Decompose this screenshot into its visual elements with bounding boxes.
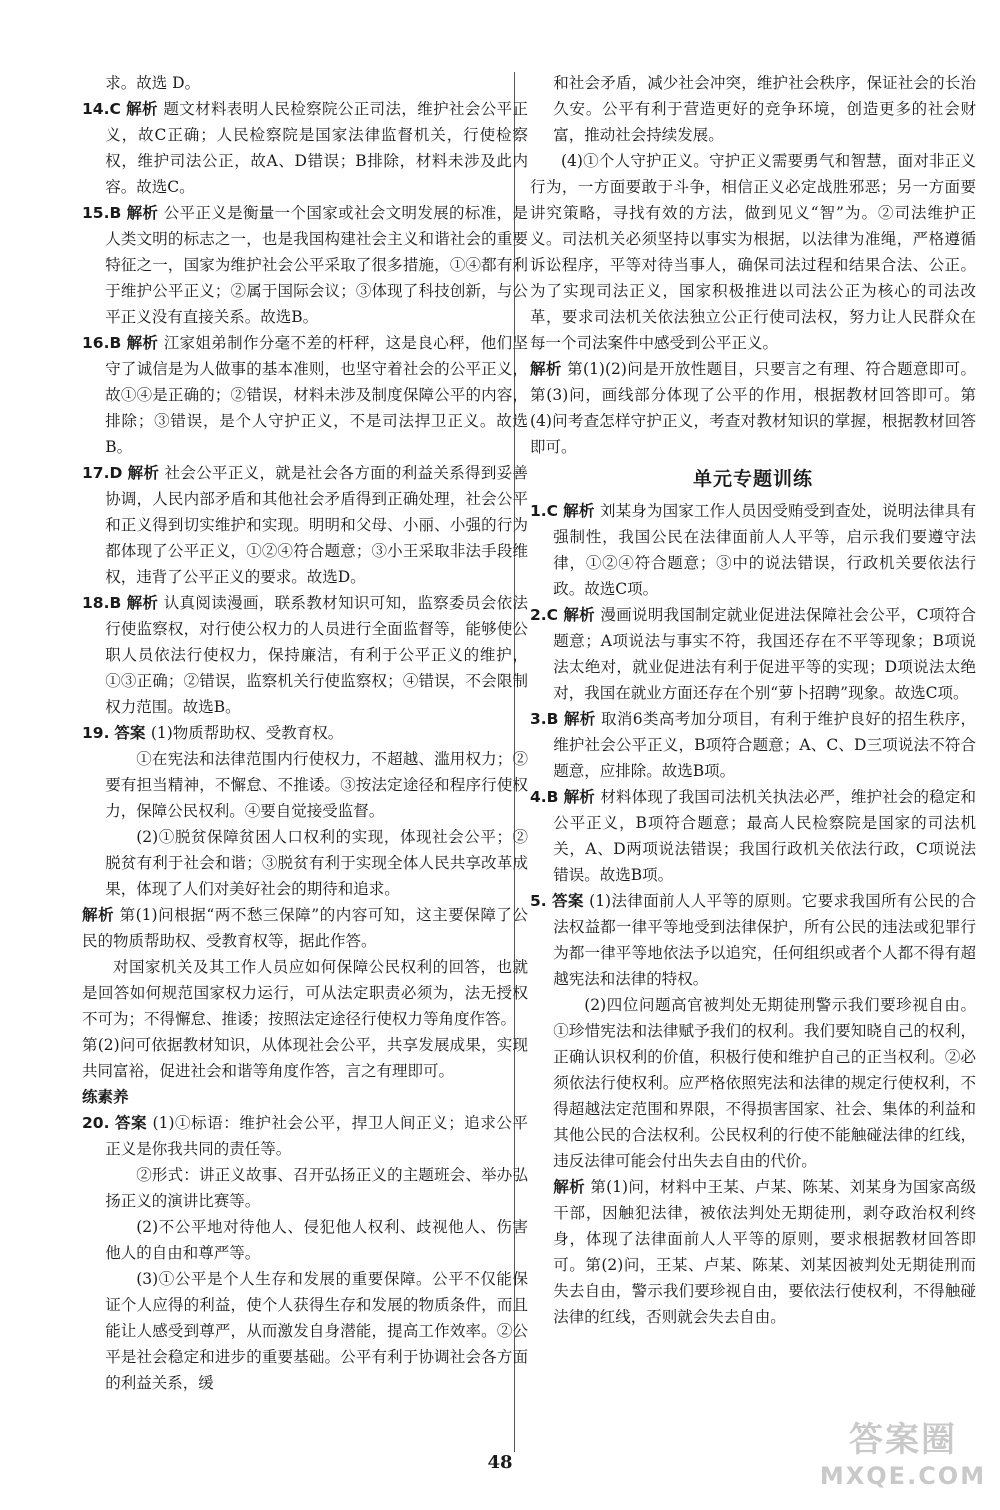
question-item [530,498,976,602]
question-text: 社会公平正义，就是社会各方面的利益关系得到妥善协调，人民内部矛盾和其他社会矛盾得到正确处理，社会公平和正义得到切实维护和实现。明明和父母、小丽、小强的行为都体现了公平正义，①②④符合题意；③小王采取非法手段维权，违背了公平正义的要求。故选D。 [105,464,528,586]
question-item [82,720,528,746]
answer-tag: 解析 [563,502,595,520]
question-item [82,200,528,330]
paragraph: (3)①公平是个人生存和发展的重要保障。公平不仅能保证个人应得的利益，使个人获得生存和发展的物质条件，而且能让人感受到尊严，从而激发自身潜能，提高工作效率。②公平是社会稳定和进步的重要基础。公平有利于协调社会各方面的利益关系，缓 [105,1270,528,1392]
watermark-logo [818,1412,988,1504]
question-number: 16.B [82,334,122,352]
answer-tag: 答案 [114,1114,148,1132]
question-text: 题文材料表明人民检察院公正司法，维护社会公平正义，故C正确；人民检察院是国家法律监督机关，行使检察权，维护司法公正，故A、D错误；B排除，材料未涉及此内容。故选C。 [105,100,528,196]
answer-tag: 解析 [563,710,596,728]
analysis-paragraph [530,1174,976,1330]
answer-tag: 解析 [563,788,595,806]
right-column [530,70,976,1330]
question-text: 漫画说明我国制定就业促进法保障社会公平，C项符合题意；A项说法与事实不符，我国还存在不平等现象；B项说法太绝对，就业促进法有利于促进平等的实现；D项说法太绝对，我国在就业方面还存在个别“萝卜招聘”现象。故选C项。 [553,606,976,702]
question-item [530,602,976,706]
paragraph: 和社会矛盾，减少社会冲突，维护社会秩序，保证社会的长治久安。公平有利于营造更好的竞争环境，创造更多的社会财富，推动社会持续发展。 [553,74,976,144]
paragraph: (4)①个人守护正义。守护正义需要勇气和智慧，面对非正义行为，一方面要敢于斗争，相信正义必定战胜邪恶；另一方面要讲究策略，寻找有效的方法，做到见义“智”为。②司法维护正义。司法机关必须坚持以事实为根据，以法律为准绳，严格遵循诉讼程序，平等对待当事人，确保司法过程和结果合法、公正。为了实现司法正义，国家积极推进以司法公正为核心的司法改革，要求司法机关依法独立公正行使司法权，努力让人民群众在每一个司法案件中感受到公平正义。 [530,152,976,352]
paragraph: 求。故选 D。 [105,74,201,92]
answer-tag: 解析 [126,334,159,352]
watermark-line-1: 答案圈 [849,1420,957,1460]
analysis-paragraph [530,356,976,460]
question-text: 刘某身为国家工作人员因受贿受到查处，说明法律具有强制性，我国公民在法律面前人人平等，启示我们要遵守法律，①②④符合题意；③中的说法错误，行政机关要依法行政。故选C项。 [553,502,976,598]
question-item [530,888,976,992]
analysis-text: 第(1)问根据“两不愁三保障”的内容可知，这主要保障了公民的物质帮助权、受教育权等，据此作答。 [82,906,528,950]
paragraph: (2)①脱贫保障贫困人口权利的实现，体现社会公平；②脱贫有利于社会和谐；③脱贫有利于实现全体人民共享改革成果，体现了人们对美好社会的期待和追求。 [105,828,528,898]
analysis-text: 第(1)问，材料中王某、卢某、陈某、刘某身为国家高级干部，因触犯法律，被依法判处无期徒刑，剥夺政治权利终身，体现了法律面前人人平等的原则，要求根据教材回答即可。第(2)问，王某、卢某、陈某、刘某因被判处无期徒刑而失去自由，警示我们要珍视自由，要依法行使权利，不得触碰法律的红线，否则就会失去自由。 [553,1178,976,1326]
paragraph: 第(2)问可依据教材知识，从体现社会公平，共享发展成果，实现共同富裕，促进社会和谐等角度作答，言之有理即可。 [82,1036,528,1080]
analysis-tag: 解析 [530,360,562,378]
question-number: 5. [530,892,547,910]
question-number: 1.C [530,502,559,520]
question-number: 19. [82,724,110,742]
question-text: 材料体现了我国司法机关执法必严，维护社会的稳定和公平正义，B项符合题意；最高人民检察院是国家的司法机关，A、D两项说法错误；我国行政机关依法行政，C项说法错误。故选B项。 [553,788,976,884]
paragraph: (2)不公平地对待他人、侵犯他人权利、歧视他人、伤害他人的自由和尊严等。 [105,1218,528,1262]
question-number: 14.C [82,100,121,118]
section-label: 练素养 [82,1088,129,1106]
question-number: 3.B [530,710,559,728]
section-title: 单元专题训练 [692,468,813,490]
question-text: 取消6类高考加分项目，有利于维护良好的招生秩序，维护社会公平正义，B项符合题意；A、C、D三项说法不符合题意，应排除。故选B项。 [553,710,976,780]
question-text: (1)法律面前人人平等的原则。它要求我国所有公民的合法权益都一律平等地受到法律保护，所有公民的违法或犯罪行为都一律平等地依法予以追究，任何组织或者个人都不得有超越宪法和法律的特权。 [553,892,976,988]
question-number: 17.D [82,464,123,482]
answer-tag: 解析 [126,594,159,612]
watermark-line-2: MXQE.COM [819,1462,987,1490]
analysis-text: 第(1)(2)问是开放性题目，只要言之有理、符合题意即可。第(3)问，画线部分体现了公平的作用，根据教材回答即可。第(4)问考查怎样守护正义，考查对教材知识的掌握，根据教材回答即可。 [530,360,976,456]
answer-tag: 答案 [114,724,146,742]
paragraph: (2)四位问题高官被判处无期徒刑警示我们要珍视自由。①珍惜宪法和法律赋予我们的权利。我们要知晓自己的权利，正确认识权利的价值，积极行使和维护自己的正当权利。②必须依法行使权利。应严格依照宪法和法律的规定行使权利，不得超越法定范围和界限，不得损害国家、社会、集体的利益和其他公民的合法权利。公民权利的行使不能触碰法律的红线，违反法律可能会付出失去自由的代价。 [553,996,976,1170]
question-text: 认真阅读漫画，联系教材知识可知，监察委员会依法行使监察权，对行使公权力的人员进行全面监督等，能够使公职人员依法行使权力，保持廉洁，有利于公平正义的维护，①③正确；②错误，监察机关行使监察权；④错误，不会限制权力范围。故选B。 [105,594,528,716]
analysis-tag: 解析 [82,906,115,924]
question-number: 18.B [82,594,122,612]
question-number: 2.C [530,606,559,624]
question-number: 4.B [530,788,559,806]
question-text: (1)①标语：维护社会公平，捍卫人间正义；追求公平正义是你我共同的责任等。 [105,1114,528,1158]
page-number: 48 [487,1452,513,1473]
question-text: 江家姐弟制作分毫不差的杆秤，这是良心秤，他们坚守了诚信是为人做事的基本准则，也坚守着社会的公平正义，故①④是正确的；②错误，材料未涉及制度保障公平的内容，排除；③错误，是个人守护正义，不是司法捍卫正义。故选B。 [105,334,528,456]
answer-tag: 答案 [551,892,584,910]
answer-tag: 解析 [126,204,159,222]
answer-tag: 解析 [563,606,595,624]
paragraph: 对国家机关及其工作人员应如何保障公民权利的回答，也就是回答如何规范国家权力运行，可从法定职责必须为，法无授权不可为；不得懈怠、推诿；按照法定途径行使权力等角度作答。 [82,958,528,1028]
paragraph: ②形式：讲正义故事、召开弘扬正义的主题班会、举办弘扬正义的演讲比赛等。 [105,1166,528,1210]
answer-tag: 解析 [127,464,160,482]
question-item [82,460,528,590]
question-item [82,1110,528,1162]
question-number: 15.B [82,204,122,222]
paragraph: ①在宪法和法律范围内行使权力，不超越、滥用权力；②要有担当精神，不懈怠、不推诿。③按法定途径和程序行使权力，保障公民权利。④要自觉接受监督。 [105,750,528,820]
analysis-tag: 解析 [553,1178,585,1196]
question-item [82,590,528,720]
question-text: (1)物质帮助权、受教育权。 [150,724,344,742]
question-item [530,706,976,784]
question-item [530,784,976,888]
left-column [82,70,528,1396]
answer-tag: 解析 [126,100,158,118]
question-text: 公平正义是衡量一个国家或社会文明发展的标准，是人类文明的标志之一，也是我国构建社会主义和谐社会的重要特征之一，国家为维护社会公平采取了很多措施，①④都有利于维护公平正义；②属于国际会议；③体现了科技创新，与公平正义没有直接关系。故选B。 [105,204,528,326]
analysis-paragraph [82,902,528,954]
question-item [82,96,528,200]
question-item [82,330,528,460]
question-number: 20. [82,1114,110,1132]
